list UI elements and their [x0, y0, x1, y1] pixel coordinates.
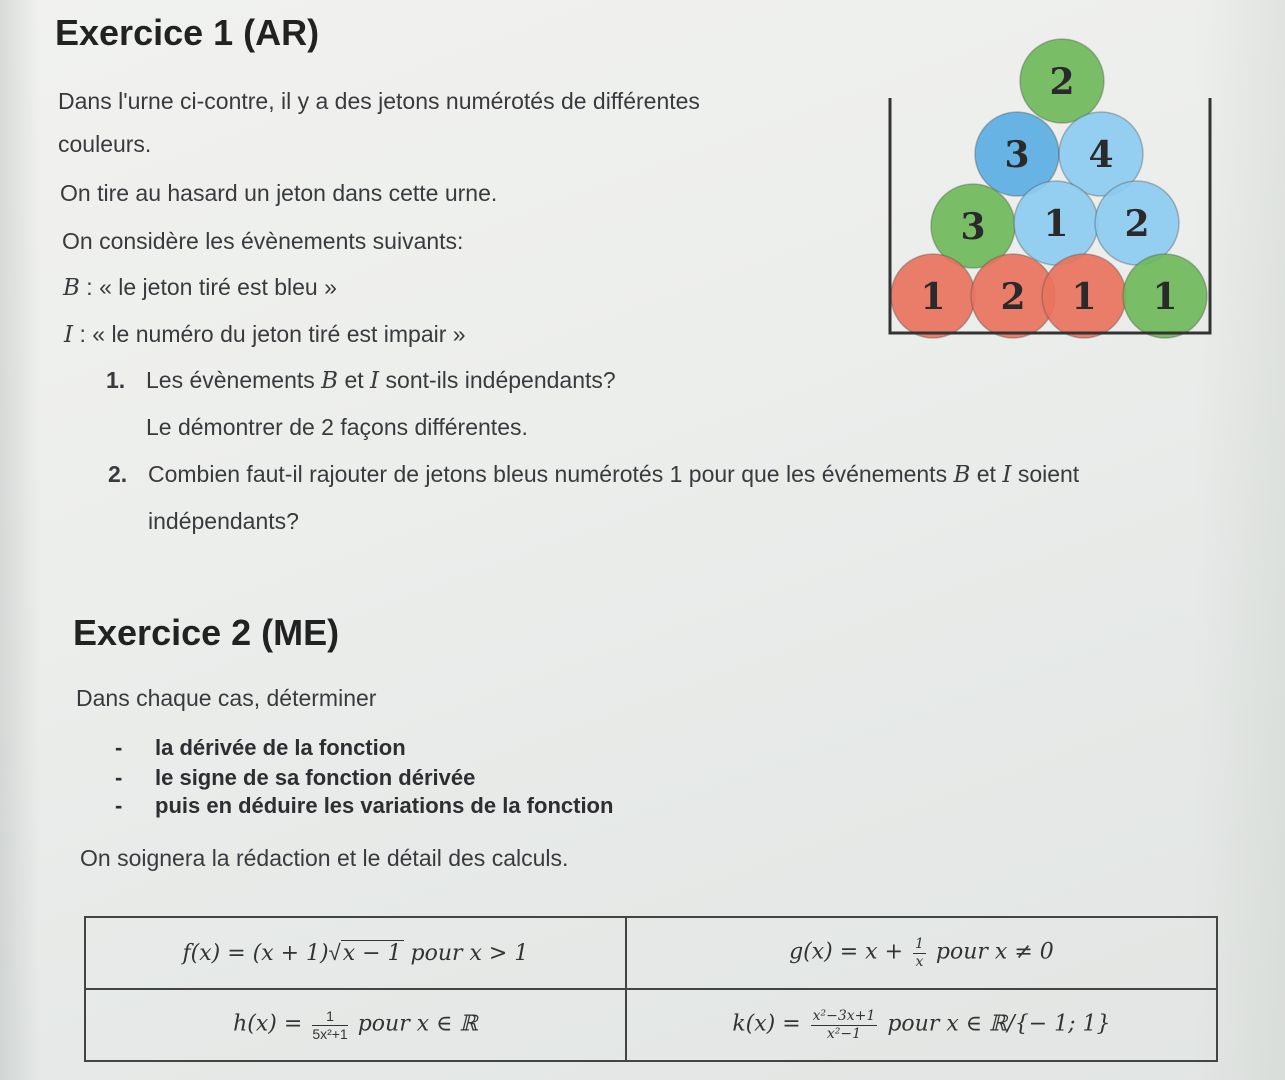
- token-number-label: 1: [920, 276, 946, 318]
- function-g-cell: [626, 917, 1217, 989]
- function-g-fraction: [913, 936, 926, 969]
- function-g-lhs: g(x) = x +: [789, 939, 910, 965]
- token-number-label: 2: [1049, 61, 1075, 103]
- question-2-number: 2.: [108, 461, 128, 487]
- function-g-condition: pour x ≠ 0: [928, 939, 1054, 965]
- ex1-intro-line-2: couleurs.: [58, 131, 152, 157]
- function-k-lhs: k(x) =: [732, 1011, 808, 1037]
- ex2-bullet-3-text: puis en déduire les variations de la fonction: [155, 793, 614, 818]
- question-1-var-i: I: [370, 368, 380, 394]
- function-h-numerator: 1: [312, 1008, 347, 1025]
- question-2-line-2: indépendants?: [148, 508, 299, 534]
- function-h-denominator: 5x²+1: [312, 1025, 348, 1042]
- table-row: [85, 917, 1217, 989]
- bullet-dash: -: [115, 793, 123, 818]
- function-k-fraction: [811, 1008, 878, 1041]
- function-f-cell: [85, 917, 626, 989]
- table-row: [85, 989, 1217, 1061]
- function-k-denominator: x²−1: [826, 1025, 862, 1042]
- ex2-bullet-2-text: le signe de sa fonction dérivée: [155, 765, 476, 790]
- token-number-label: 3: [1004, 134, 1030, 176]
- question-1-line-2: Le démontrer de 2 façons différentes.: [146, 414, 528, 440]
- ex1-events-intro: On considère les évènements suivants:: [62, 228, 464, 254]
- question-2-var-i: I: [1002, 462, 1012, 488]
- exercise-2-title: Exercice 2 (ME): [73, 612, 340, 653]
- question-1-text-c: et: [338, 367, 371, 393]
- event-b-text: : « le jeton tiré est bleu »: [79, 274, 337, 300]
- function-f-root: x − 1: [342, 941, 402, 966]
- function-k-condition: pour x ∈ ℝ/{− 1; 1}: [880, 1011, 1111, 1037]
- ex2-intro: Dans chaque cas, déterminer: [76, 685, 377, 711]
- token-number-label: 1: [1043, 203, 1069, 245]
- function-f-lhs: f(x) = (x + 1): [182, 941, 329, 966]
- token-number-label: 3: [960, 206, 986, 248]
- token-number-label: 2: [1124, 203, 1150, 245]
- ex2-bullet-2: [115, 765, 475, 791]
- function-g-numerator: 1: [915, 936, 924, 953]
- ex2-bullet-3: [115, 793, 613, 819]
- event-i-letter: I: [64, 322, 74, 348]
- sqrt-sign: √: [328, 940, 341, 965]
- function-h-cell: [85, 989, 626, 1061]
- token-number-label: 1: [1152, 276, 1178, 318]
- token-number-label: 4: [1088, 134, 1114, 176]
- function-k-numerator: x²−3x+1: [812, 1008, 876, 1025]
- question-1: [106, 367, 616, 394]
- function-f-condition: pour x > 1: [403, 941, 529, 966]
- event-i-text: : « le numéro du jeton tiré est impair »: [73, 321, 466, 347]
- token-number-label: 1: [1071, 276, 1097, 318]
- event-i-definition: [64, 321, 466, 348]
- question-1-text-a: Les évènements: [146, 367, 322, 393]
- question-2-text-a: Combien faut-il rajouter de jetons bleus numérotés 1 pour que les événements: [148, 461, 954, 487]
- ex1-intro-line-1: Dans l'urne ci-contre, il y a des jetons numérotés de différentes: [58, 88, 700, 114]
- question-1-var-b: B: [321, 368, 339, 394]
- question-1-text-e: sont-ils indépendants?: [379, 367, 616, 393]
- ex2-bullet-1-text: la dérivée de la fonction: [155, 735, 406, 760]
- exercise-1-title: Exercice 1 (AR): [55, 12, 320, 53]
- function-h-fraction: [312, 1008, 347, 1041]
- urn-tokens: [891, 39, 1207, 338]
- function-h-lhs: h(x) =: [233, 1011, 310, 1037]
- urn-figure: [880, 30, 1220, 350]
- ex1-draw-sentence: On tire au hasard un jeton dans cette urne.: [60, 180, 498, 206]
- question-2-text-e: soient: [1011, 461, 1080, 487]
- event-b-letter: B: [63, 275, 80, 301]
- token-number-label: 2: [1000, 276, 1026, 318]
- function-h-condition: pour x ∈ ℝ: [350, 1011, 478, 1037]
- function-g-denominator: x: [915, 953, 924, 970]
- question-2: [108, 461, 1079, 488]
- event-b-definition: [63, 274, 337, 301]
- ex2-bullet-1: [115, 735, 406, 761]
- bullet-dash: -: [115, 765, 123, 790]
- page-shadow-left: [0, 0, 40, 1080]
- question-2-var-b: B: [953, 462, 971, 488]
- question-2-text-c: et: [970, 461, 1003, 487]
- question-1-number: 1.: [106, 367, 126, 393]
- ex2-note: On soignera la rédaction et le détail des calculs.: [80, 845, 569, 871]
- function-k-cell: [626, 989, 1217, 1061]
- functions-table: [84, 916, 1218, 1062]
- bullet-dash: -: [115, 735, 123, 760]
